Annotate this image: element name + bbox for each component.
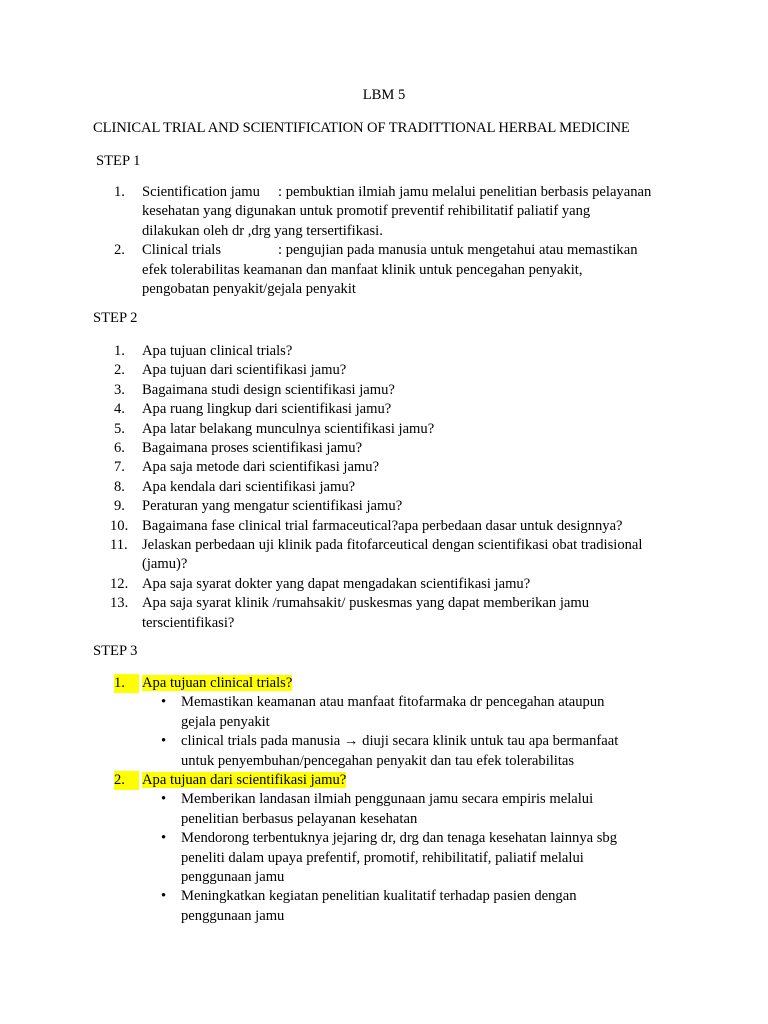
answer-text: Memastikan keamanan atau manfaat fitofarmaka dr pencegahan ataupun bbox=[181, 694, 605, 711]
highlighted-question: Apa tujuan dari scientifikasi jamu? bbox=[142, 772, 347, 789]
list-item bbox=[114, 439, 684, 458]
answer-bullets bbox=[161, 693, 684, 771]
list-item bbox=[114, 497, 684, 516]
bullet-item bbox=[161, 790, 684, 829]
question-text: Apa tujuan clinical trials? bbox=[142, 343, 293, 359]
question-text: Apa saja syarat klinik /rumahsakit/ puskesmas yang dapat memberikan jamu bbox=[142, 595, 590, 612]
term-label: Clinical trials bbox=[142, 242, 222, 259]
item-number: 10. bbox=[110, 517, 129, 534]
list-item bbox=[110, 517, 684, 536]
bullet-icon: • bbox=[161, 791, 167, 808]
bullet-icon: • bbox=[161, 888, 167, 905]
list-item bbox=[114, 478, 684, 497]
item-number: 9. bbox=[114, 498, 125, 515]
item-number: 1. bbox=[114, 184, 125, 200]
question-text: Bagaimana fase clinical trial farmaceutical?apa perbedaan dasar untuk designnya? bbox=[142, 517, 623, 534]
question-text: Jelaskan perbedaan uji klinik pada fitofarceutical dengan scientifikasi obat tradisional bbox=[142, 537, 643, 554]
bullet-icon: • bbox=[161, 694, 167, 711]
term-definition: pembuktian ilmiah jamu melalui penelitian berbasis pelayanan bbox=[285, 184, 652, 200]
definition-line: dilakukan oleh dr ,drg yang tersertifikasi. bbox=[142, 222, 383, 239]
answer-text: clinical trials pada manusia → diuji secara klinik untuk tau apa bermanfaat bbox=[181, 733, 619, 750]
document-title: LBM 5 bbox=[362, 87, 406, 103]
item-number: 13. bbox=[110, 595, 129, 612]
definition-line: kesehatan yang digunakan untuk promotif preventif rehibilitatif paliatif yang bbox=[142, 203, 591, 220]
answer-text: penggunaan jamu bbox=[181, 907, 285, 924]
item-number: 3. bbox=[114, 381, 125, 398]
answer-bullets bbox=[161, 790, 684, 926]
question-text: Apa saja metode dari scientifikasi jamu? bbox=[142, 459, 380, 476]
question-text: Apa tujuan dari scientifikasi jamu? bbox=[142, 362, 347, 379]
step2-list bbox=[110, 342, 684, 633]
list-item bbox=[110, 594, 684, 633]
answer-text: Meningkatkan kegiatan penelitian kualitatif terhadap pasien dengan bbox=[181, 888, 577, 905]
question-text: Peraturan yang mengatur scientifikasi jamu? bbox=[142, 498, 403, 515]
answer-text: gejala penyakit bbox=[181, 713, 270, 730]
item-number: 1. bbox=[114, 674, 139, 693]
list-item bbox=[114, 241, 674, 299]
item-number: 1. bbox=[114, 343, 125, 359]
question-text: Bagaimana proses scientifikasi jamu? bbox=[142, 440, 363, 457]
item-number: 12. bbox=[110, 575, 129, 592]
list-item bbox=[110, 575, 684, 594]
question-text: Bagaimana studi design scientifikasi jamu? bbox=[142, 381, 395, 398]
list-item bbox=[114, 342, 684, 361]
item-number: 11. bbox=[110, 537, 128, 554]
answer-text: Mendorong terbentuknya jejaring dr, drg dan tenaga kesehatan lainnya sbg bbox=[181, 830, 618, 847]
item-number: 2. bbox=[114, 771, 139, 790]
item-number: 8. bbox=[114, 478, 125, 495]
list-item bbox=[114, 361, 684, 380]
term-separator: : bbox=[278, 184, 283, 200]
document-subtitle: CLINICAL TRIAL AND SCIENTIFICATION OF TRADITTIONAL HERBAL MEDICINE bbox=[93, 120, 630, 136]
definition-line: efek tolerabilitas keamanan dan manfaat klinik untuk pencegahan penyakit, bbox=[142, 261, 583, 278]
term-separator: : bbox=[278, 242, 283, 259]
question-text: Apa ruang lingkup dari scientifikasi jamu? bbox=[142, 401, 392, 418]
question-text: Apa kendala dari scientifikasi jamu? bbox=[142, 478, 356, 495]
question-text: Apa saja syarat dokter yang dapat mengadakan scientifikasi jamu? bbox=[142, 575, 531, 592]
list-item bbox=[114, 420, 684, 439]
highlighted-question: Apa tujuan clinical trials? bbox=[142, 675, 293, 691]
bullet-item bbox=[161, 887, 684, 926]
answer-text: untuk penyembuhan/pencegahan penyakit dan tau efek tolerabilitas bbox=[181, 752, 575, 769]
item-number: 6. bbox=[114, 440, 125, 457]
answer-text: peneliti dalam upaya prefentif, promotif, rehibilitatif, paliatif melalui bbox=[181, 849, 584, 866]
step3-heading: STEP 3 bbox=[93, 643, 138, 659]
list-item bbox=[114, 458, 684, 477]
term-label: Scientification jamu bbox=[142, 184, 260, 200]
step1-heading: STEP 1 bbox=[96, 153, 141, 169]
step3-list bbox=[114, 674, 684, 926]
bullet-icon: • bbox=[161, 733, 167, 750]
bullet-item bbox=[161, 732, 684, 771]
list-item bbox=[110, 536, 684, 575]
item-number: 2. bbox=[114, 362, 125, 379]
list-item bbox=[114, 400, 684, 419]
answer-text: penelitian berbasus pelayanan kesehatan bbox=[181, 810, 418, 827]
bullet-item bbox=[161, 829, 684, 887]
list-item bbox=[114, 674, 684, 771]
item-number: 4. bbox=[114, 401, 125, 418]
bullet-item bbox=[161, 693, 684, 732]
answer-text: Memberikan landasan ilmiah penggunaan jamu secara empiris melalui bbox=[181, 791, 594, 808]
step2-heading: STEP 2 bbox=[93, 310, 138, 326]
list-item bbox=[114, 771, 684, 926]
item-number: 7. bbox=[114, 459, 125, 476]
step1-list bbox=[114, 183, 674, 299]
question-text: (jamu)? bbox=[142, 556, 188, 573]
answer-text: penggunaan jamu bbox=[181, 869, 285, 886]
item-number: 2. bbox=[114, 242, 125, 259]
list-item bbox=[114, 381, 684, 400]
question-text: terscientifikasi? bbox=[142, 614, 235, 631]
question-text: Apa latar belakang munculnya scientifikasi jamu? bbox=[142, 420, 435, 437]
definition-line: pengobatan penyakit/gejala penyakit bbox=[142, 281, 356, 298]
item-number: 5. bbox=[114, 420, 125, 437]
bullet-icon: • bbox=[161, 830, 167, 847]
term-definition: pengujian pada manusia untuk mengetahui atau memastikan bbox=[285, 242, 638, 259]
list-item bbox=[114, 183, 674, 241]
